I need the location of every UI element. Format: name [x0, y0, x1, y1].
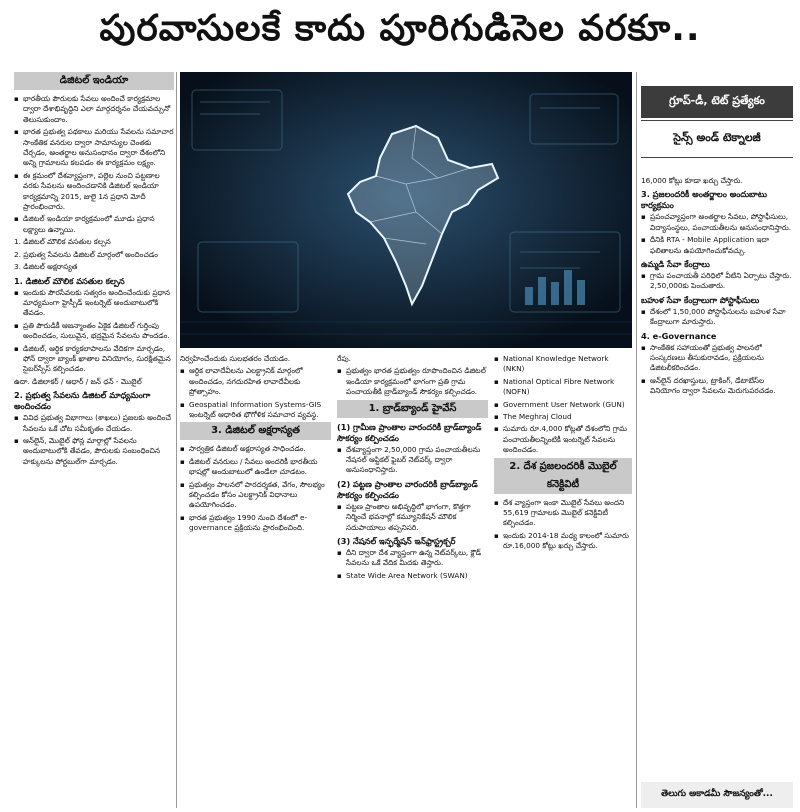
paragraph: ▪ ప్రభుత్వం భారత ప్రభుత్వం రూపొందించిన డిజిటల్ ఇండియా కార్యక్రమంలో భాగంగా ప్రతి గ్రామ పంచాయతీకి బ్రాడ్‌బ్యాండ్ సౌకర్యం కల్పించడం.	[337, 366, 488, 397]
hero-image	[180, 72, 632, 348]
paragraph: ▪ ఈ క్రమంలో దేశవ్యాప్తంగా, పల్లెల నుంచి పట్టణాల వరకు సేవలను అందించడానికి డిజిటల్ ఇండియా కార్యక్రమాన్ని 2015, జులై 1న ప్రధాని మోదీ ప్రారంభించారు.	[14, 171, 174, 213]
paragraph: ▪ సాంకేతిక సహాయంతో ప్రభుత్వ పాలనలో సంస్కరణలు తీసుకురావడం, ప్రక్రియలను డిజిటలీకరించడం.	[641, 343, 793, 374]
section-tag: 1. బ్రాడ్‌బ్యాండ్ హైవేస్	[337, 400, 488, 418]
paragraph: 16,000 కోట్లు కూడా ఖర్చు చేస్తారు.	[641, 176, 743, 185]
left-column	[14, 72, 174, 808]
paragraph: ▪ భారతీయ పౌరులకు సేవలు అందించే కార్యక్రమాల ద్వారా దేశాభివృద్ధిని ఎలా మార్గదర్శనం చేయవచ్చునో తెలుసుకుందాం.	[14, 94, 174, 125]
paragraph: ▪ దీని ద్వారా దేశ వ్యాప్తంగా ఉన్న నెట్‌వర్క్‌లు, క్లౌడ్ సేవలను ఒకే వేదిక మీదకు తెస్తారు.	[337, 548, 488, 569]
paragraph: ▪ ప్రభుత్వం పాలనలో పారదర్శకత, వేగం, సౌలభ్యం కల్పించడం కోసం ఎలక్ట్రానిక్ విధానాలు ఉపయోగించడం.	[180, 480, 331, 511]
paragraph: ▪ డిజిటల్ ఇండియా కార్యక్రమంలో మూడు ప్రధాన లక్ష్యాలు ఉన్నాయి.	[14, 214, 174, 235]
paragraph: ▪ ప్రపంచవ్యాప్తంగా అంతర్జాల సేవలు, పోస్టాఫీసులు, విద్యాసంస్థలు, పంచాయతీలను అనుసంధానిస్తారు.	[641, 212, 793, 233]
paragraph: ▪ భారత ప్రభుత్వ పథకాలు మరియు సేవలను సమాచార సాంకేతిక వనరుల ద్వారా సామాన్యుల చెంతకు చేర్చడం, అంతర్జాల అనుసంధానం ద్వారా దేశంలోని అన్ని గ్రామాలను కలపడం ఈ కార్యక్రమం లక్ష్యం.	[14, 127, 174, 169]
network-item: ▪ National Optical Fibre Network (NOFN)	[494, 377, 632, 398]
network-item: ▪ The Meghraj Cloud	[494, 412, 632, 422]
subheading: 4. e-Governance	[641, 330, 717, 341]
subheading: బహుళ సేవా కేంద్రాలుగా పోస్టాఫీసులు	[641, 294, 760, 305]
paragraph: నిర్వహించేందుకు సులభతరం చేయడం.	[180, 354, 291, 363]
list-item: 2. ప్రభుత్వ సేవలను డిజిటల్ మార్గంలో అందించడం	[14, 249, 158, 259]
middle-column-2	[337, 354, 488, 810]
subheading: 3. ప్రజలందరికీ అంతర్జాలం అందుబాటు కార్యక్రమం	[641, 189, 767, 211]
headline: పురవాసులకే కాదు పూరిగుడిసెల వరకూ..	[99, 8, 701, 49]
paragraph: ▪ డిజిటల్, ఆర్థిక కార్యకలాపాలను వేదికగా మార్చడం, ఫోన్ ద్వారా బ్యాంక్ ఖాతాల వినియోగం, సురక్షితమైన సైబర్‌స్పేస్ కల్పించడం.	[14, 344, 174, 375]
paragraph: ▪ ఇందుకు పౌరసేవలకు సత్వరం అందించేందుకు ప్రధాన మాధ్యమంగా హైస్పీడ్ ఇంటర్నెట్ అందుబాటులోకి తేవడం.	[14, 288, 174, 319]
paragraph: ▪ పట్టణ ప్రాంతాల అభివృద్ధిలో భాగంగా, కొత్తగా నిర్మించే భవనాల్లో కమ్యూనికేషన్ మౌలిక సదుపాయాలు తప్పనిసరి.	[337, 502, 488, 533]
paragraph: ▪ డిజిటల్ వనరులు / సేవలు అందరికీ భారతీయ భాషల్లో అందుబాటులో ఉండేలా చూడటం.	[180, 457, 331, 478]
middle-column-1	[180, 354, 331, 810]
subject-strip: సైన్స్ అండ్ టెక్నాలజీ	[641, 120, 793, 158]
subheading: 1. డిజిటల్ మౌలిక వసతుల కల్పన	[14, 275, 125, 286]
paragraph: ▪ దేశ వ్యాప్తంగా ఇంకా మొబైల్ సేవలు అందని 55,619 గ్రామాలకు మొబైల్ కనెక్టివిటీ కల్పించడం.	[494, 498, 632, 529]
subheading: (2) పట్టణ ప్రాంతాల వారందరికీ బ్రాడ్‌బ్యాండ్ సౌకర్యం కల్పించడం	[337, 478, 478, 500]
network-item: ▪ National Knowledge Network (NKN)	[494, 354, 632, 375]
paragraph: ▪ సుమారు రూ.4,000 కోట్లతో దేశంలోని గ్రామ పంచాయతీలన్నింటికీ ఇంటర్నెట్ సేవలను అందించడం.	[494, 424, 632, 455]
list-item: 3. డిజిటల్ అక్షరాస్యత	[14, 262, 78, 272]
paragraph: ▪ ఆన్‌లైన్ దరఖాస్తులు, ట్రాకింగ్, డేటాబేస్‌ల వినియోగం ద్వారా సేవలను మెరుగుపరచడం.	[641, 376, 793, 397]
paragraph: ▪ దేశవ్యాప్తంగా 2,50,000 గ్రామ పంచాయతీలను నేషనల్ ఆప్టికల్ ఫైబర్ నెట్‌వర్క్ ద్వారా అనుసంధానిస్తారు.	[337, 445, 488, 476]
paragraph: రేపు.	[337, 354, 351, 363]
subheading: ఉమ్మడి సేవా కేంద్రాలు	[641, 259, 710, 270]
paragraph: ▪ సార్వత్రిక డిజిటల్ అక్షరాస్యత సాధించడం.	[180, 444, 331, 454]
paragraph: ▪ దీనికి RTA - Mobile Application ఇదా ఫలితాలను ఉపయోగించుకోవచ్చు.	[641, 235, 793, 256]
india-map-hologram-icon	[180, 72, 632, 348]
middle-column-3	[494, 354, 632, 810]
paragraph: ▪ భారత ప్రభుత్వం 1990 నుంచి దేశంలో e-governance ప్రక్రియను ప్రారంభించింది.	[180, 513, 331, 534]
paragraph: ▪ ఆన్‌లైన్, మొబైల్ ఫోన్ల మార్గాల్లో సేవలను అందుబాటులోకి తేవడం, పౌరులకు సంబంధించిన హక్కులను పోర్టబుల్‌గా మార్చడం.	[14, 436, 174, 467]
example-line: ఉదా. డిజిలాకర్ / ఆధార్ / జన్ ధన్ - మొబైల్	[14, 376, 142, 386]
paragraph: ▪ దేశంలో 1,50,000 పోస్టాఫీసులను బహుళ సేవా కేంద్రాలుగా మారుస్తారు.	[641, 307, 793, 328]
series-banner: గ్రూప్-డీ, టెట్ ప్రత్యేకం	[641, 86, 793, 118]
paragraph: ▪ Geospatial Information Systems-GIS ఇంటర్నెట్ ఆధారిత భౌగోళిక సమాచార వ్యవస్థ.	[180, 400, 331, 421]
subheading: 2. ప్రభుత్వ సేవలను డిజిటల్ మాధ్యమంగా అందించడం	[14, 390, 151, 412]
section-tag: 3. డిజిటల్ అక్షరాస్యత	[180, 422, 331, 440]
column-divider	[636, 72, 637, 808]
section-tag: డిజిటల్ ఇండియా	[14, 72, 174, 90]
paragraph: ▪ ఇందుకు 2014-18 మధ్య కాలంలో సుమారు రూ.16,000 కోట్లు ఖర్చు చేస్తారు.	[494, 531, 632, 552]
right-column	[641, 176, 793, 784]
section-tag: 2. దేశ ప్రజలందరికీ మొబైల్ కనెక్టివిటీ	[494, 458, 632, 494]
network-item: ▪ State Wide Area Network (SWAN)	[337, 571, 488, 581]
paragraph: ▪ ఆర్థిక లావాదేవీలను ఎలక్ట్రానిక్ మార్గంలో అందించడం, నగదురహిత లావాదేవీలకు ప్రోత్సాహం.	[180, 366, 331, 397]
paragraph: ▪ గ్రామ పంచాయతీ పరిధిలో వీటిని ఏర్పాటు చేస్తారు. 2,50,000కు పెంచుతారు.	[641, 271, 793, 292]
network-item: ▪ Government User Network (GUN)	[494, 400, 632, 410]
subheading: (1) గ్రామీణ ప్రాంతాల వారందరికీ బ్రాడ్‌బ్యాండ్ సౌకర్యం కల్పించడం	[337, 421, 482, 443]
credit-footer: తెలుగు అకాడమీ సౌజన్యంతో...	[641, 782, 793, 808]
paragraph: ▪ ప్రతి పౌరుడికీ ఆజన్మాంతం ఏకైక డిజిటల్ గుర్తింపు అందించడం, సులువైన, భద్రమైన సేవలను పొందడం.	[14, 321, 174, 342]
paragraph: ▪ వివిధ ప్రభుత్వ విభాగాలు (శాఖలు) ప్రజలకు అందించే సేవలను ఒకే చోట సమీకృతం చేయడం.	[14, 413, 174, 434]
list-item: 1. డిజిటల్ మౌలిక వసతుల కల్పన	[14, 237, 111, 247]
subheading: (3) నేషనల్ ఇన్ఫర్మేషన్ ఇన్‌ఫ్రాస్ట్రక్చర్	[337, 536, 456, 547]
column-divider	[176, 72, 177, 808]
